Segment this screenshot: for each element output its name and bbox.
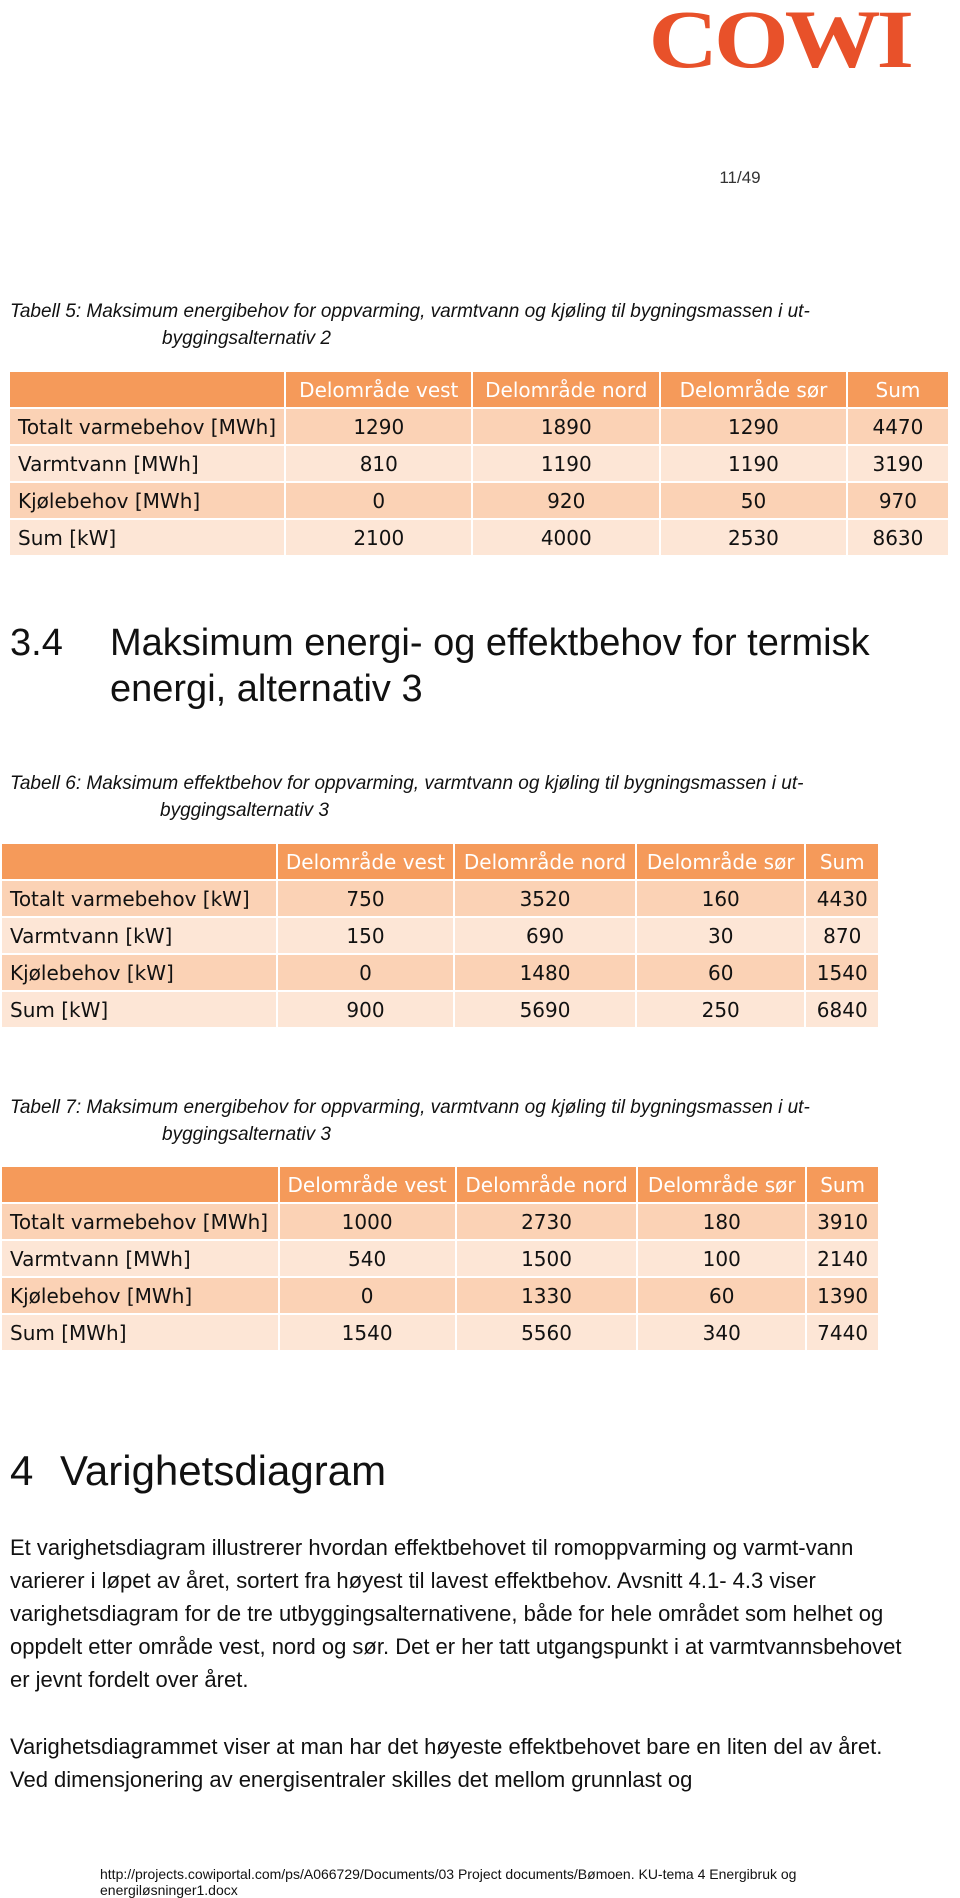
row-label: Varmtvann [kW] xyxy=(1,917,277,954)
table-row xyxy=(9,519,949,556)
table-cell: 1390 xyxy=(806,1277,879,1314)
table-cell: 3520 xyxy=(454,880,636,917)
table-cell: 2140 xyxy=(806,1240,879,1277)
section-number: 4 xyxy=(10,1447,34,1494)
column-header: Sum xyxy=(847,371,949,408)
table-cell: 250 xyxy=(636,991,806,1028)
table-cell: 2730 xyxy=(456,1203,638,1240)
table-row xyxy=(9,482,949,519)
table-cell: 540 xyxy=(279,1240,456,1277)
table-cell: 3910 xyxy=(806,1203,879,1240)
column-header: Delområde vest xyxy=(277,843,454,880)
section-heading-4 xyxy=(10,1446,386,1496)
table-cell: 970 xyxy=(847,482,949,519)
row-label: Totalt varmebehov [kW] xyxy=(1,880,277,917)
table-row xyxy=(1,991,879,1028)
row-label: Totalt varmebehov [MWh] xyxy=(9,408,285,445)
table-row xyxy=(9,408,949,445)
table-row xyxy=(9,445,949,482)
column-header: Delområde nord xyxy=(472,371,660,408)
table-header-corner xyxy=(1,843,277,880)
table-cell: 5560 xyxy=(456,1314,638,1351)
table-cell: 50 xyxy=(660,482,847,519)
table-cell: 920 xyxy=(472,482,660,519)
table-cell: 1500 xyxy=(456,1240,638,1277)
row-label: Sum [kW] xyxy=(9,519,285,556)
table-cell: 1000 xyxy=(279,1203,456,1240)
table-cell: 4430 xyxy=(805,880,879,917)
table-cell: 750 xyxy=(277,880,454,917)
table5-caption-line2: byggingsalternativ 2 xyxy=(162,328,331,349)
table-cell: 8630 xyxy=(847,519,949,556)
table-cell: 1540 xyxy=(279,1314,456,1351)
column-header: Delområde nord xyxy=(454,843,636,880)
table5-caption-line1: Tabell 5: Maksimum energibehov for oppvarming, varmtvann og kjøling til bygningsmassen i ut- xyxy=(10,301,810,322)
table-cell: 810 xyxy=(285,445,472,482)
table-cell: 1890 xyxy=(472,408,660,445)
column-header: Delområde sør xyxy=(637,1166,806,1203)
section-title-line2: energi, alternativ 3 xyxy=(110,668,423,710)
table-cell: 100 xyxy=(637,1240,806,1277)
section-title: Varighetsdiagram xyxy=(60,1447,387,1494)
table-header-corner xyxy=(1,1166,279,1203)
table-cell: 7440 xyxy=(806,1314,879,1351)
section-number: 3.4 xyxy=(10,622,63,664)
table7 xyxy=(0,1165,880,1352)
table-cell: 2530 xyxy=(660,519,847,556)
table7-caption-line2: byggingsalternativ 3 xyxy=(162,1124,331,1145)
table-row xyxy=(1,880,879,917)
table-header-row xyxy=(1,1166,879,1203)
row-label: Kjølebehov [MWh] xyxy=(1,1277,279,1314)
table-row xyxy=(1,1240,879,1277)
table-cell: 60 xyxy=(636,954,806,991)
row-label: Varmtvann [MWh] xyxy=(9,445,285,482)
row-label: Sum [kW] xyxy=(1,991,277,1028)
table6-caption-line2: byggingsalternativ 3 xyxy=(160,800,329,821)
row-label: Kjølebehov [MWh] xyxy=(9,482,285,519)
table-cell: 60 xyxy=(637,1277,806,1314)
table6-caption xyxy=(10,770,803,824)
column-header: Delområde sør xyxy=(660,371,847,408)
table7-caption-line1: Tabell 7: Maksimum energibehov for oppvarming, varmtvann og kjøling til bygningsmassen i ut- xyxy=(10,1097,810,1118)
column-header: Delområde nord xyxy=(456,1166,638,1203)
table-cell: 2100 xyxy=(285,519,472,556)
table5 xyxy=(8,370,950,557)
table-cell: 0 xyxy=(279,1277,456,1314)
table-cell: 1330 xyxy=(456,1277,638,1314)
column-header: Sum xyxy=(805,843,879,880)
table-row xyxy=(1,1277,879,1314)
table-row xyxy=(1,1314,879,1351)
column-header: Delområde vest xyxy=(279,1166,456,1203)
table-cell: 1290 xyxy=(660,408,847,445)
table-cell: 0 xyxy=(285,482,472,519)
table7-caption xyxy=(10,1094,810,1148)
table-cell: 6840 xyxy=(805,991,879,1028)
table-header-row xyxy=(9,371,949,408)
table-cell: 690 xyxy=(454,917,636,954)
table-row xyxy=(1,954,879,991)
section-title-line1: Maksimum energi- og effektbehov for termisk xyxy=(110,622,870,664)
row-label: Sum [MWh] xyxy=(1,1314,279,1351)
row-label: Varmtvann [MWh] xyxy=(1,1240,279,1277)
table-cell: 900 xyxy=(277,991,454,1028)
column-header: Delområde sør xyxy=(636,843,806,880)
paragraph: Et varighetsdiagram illustrerer hvordan effektbehovet til romoppvarming og varmt-vann varierer i løpet av året, sortert fra høyest til lavest effektbehov. Avsnitt 4.1- 4.3 viser varighetsdiagram for de tre utbyggingsalternativene, både for hele området som helhet og oppdelt etter område vest, nord og sør. Det er her tatt utgangspunkt i at varmtvannsbehovet er jevnt fordelt over året. xyxy=(10,1535,902,1692)
column-header: Delområde vest xyxy=(285,371,472,408)
page-number: 11/49 xyxy=(719,168,761,187)
table-cell: 1480 xyxy=(454,954,636,991)
row-label: Kjølebehov [kW] xyxy=(1,954,277,991)
table-cell: 1190 xyxy=(660,445,847,482)
row-label: Totalt varmebehov [MWh] xyxy=(1,1203,279,1240)
table-cell: 1190 xyxy=(472,445,660,482)
section-heading-3-4 xyxy=(10,620,870,712)
table-row xyxy=(1,1203,879,1240)
table-cell: 340 xyxy=(637,1314,806,1351)
footer-path: http://projects.cowiportal.com/ps/A066729/Documents/03 Project documents/Bømoen. KU-tema 4 Energibruk og energiløsninger1.docx xyxy=(100,1866,797,1898)
table-header-row xyxy=(1,843,879,880)
table6-caption-line1: Tabell 6: Maksimum effektbehov for oppvarming, varmtvann og kjøling til bygningsmassen i ut- xyxy=(10,773,804,794)
table-cell: 4000 xyxy=(472,519,660,556)
table6 xyxy=(0,842,880,1029)
table-header-corner xyxy=(9,371,285,408)
table-cell: 150 xyxy=(277,917,454,954)
table-cell: 870 xyxy=(805,917,879,954)
table-row xyxy=(1,917,879,954)
table-cell: 30 xyxy=(636,917,806,954)
table-cell: 0 xyxy=(277,954,454,991)
table-cell: 160 xyxy=(636,880,806,917)
table-cell: 5690 xyxy=(454,991,636,1028)
table-cell: 1540 xyxy=(805,954,879,991)
table-cell: 180 xyxy=(637,1203,806,1240)
table5-caption xyxy=(10,298,810,352)
table-cell: 4470 xyxy=(847,408,949,445)
table-cell: 1290 xyxy=(285,408,472,445)
paragraph: Varighetsdiagrammet viser at man har det høyeste effektbehovet bare en liten del av året. Ved dimensjonering av energisentraler skilles det mellom grunnlast og xyxy=(10,1734,883,1792)
table-cell: 3190 xyxy=(847,445,949,482)
column-header: Sum xyxy=(806,1166,879,1203)
cowi-logo: COWI xyxy=(648,0,910,86)
